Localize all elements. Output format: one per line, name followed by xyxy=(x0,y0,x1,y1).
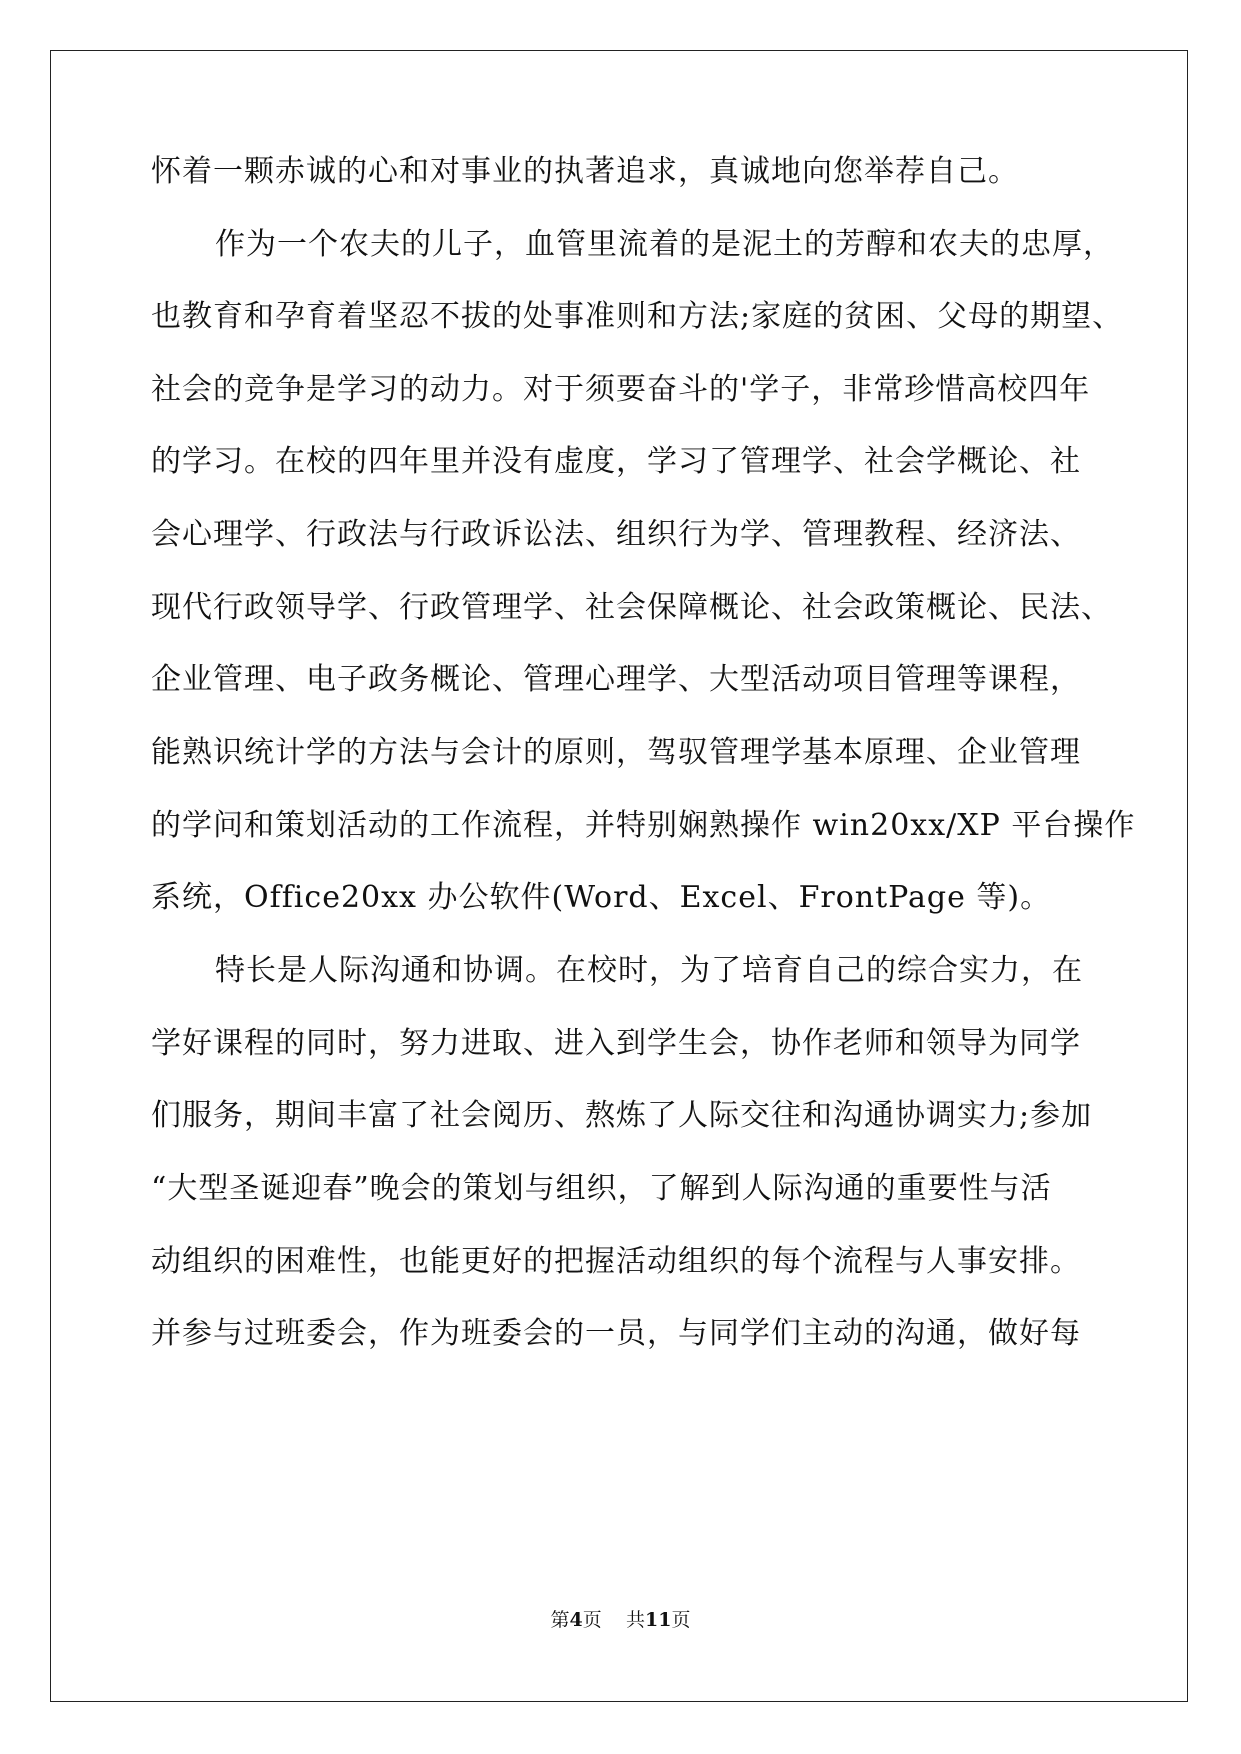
text-line-10: 的学问和策划活动的工作流程，并特别娴熟操作 win20xx/XP 平台操作 xyxy=(151,808,1136,843)
total-suffix: 页 xyxy=(671,1609,691,1631)
text-line-8: 企业管理、电子政务概论、管理心理学、大型活动项目管理等课程， xyxy=(151,662,1081,697)
text-line-4: 社会的竞争是学习的动力。对于须要奋斗的'学子，非常珍惜高校四年 xyxy=(151,372,1091,407)
text-line-16: 动组织的困难性，也能更好的把握活动组织的每个流程与人事安排。 xyxy=(151,1244,1081,1279)
text-line-13: 学好课程的同时，努力进取、进入到学生会，协作老师和领导为同学 xyxy=(151,1026,1081,1061)
page-number: 4 xyxy=(569,1609,583,1631)
text-line-11: 系统，Office20xx 办公软件(Word、Excel、FrontPage 等)。 xyxy=(151,880,1052,915)
page-suffix: 页 xyxy=(582,1609,602,1631)
text-line-2: 作为一个农夫的儿子，血管里流着的是泥土的芳醇和农夫的忠厚， xyxy=(215,227,1114,262)
total-pages: 11 xyxy=(644,1609,672,1631)
text-line-1: 怀着一颗赤诚的心和对事业的执著追求，真诚地向您举荐自己。 xyxy=(151,154,1019,189)
text-line-3: 也教育和孕育着坚忍不拔的处事准则和方法;家庭的贫困、父母的期望、 xyxy=(151,299,1124,334)
text-line-6: 会心理学、行政法与行政诉讼法、组织行为学、管理教程、经济法、 xyxy=(151,517,1081,552)
page-prefix: 第 xyxy=(550,1609,570,1631)
text-line-12: 特长是人际沟通和协调。在校时，为了培育自己的综合实力，在 xyxy=(215,953,1083,988)
text-line-17: 并参与过班委会，作为班委会的一员，与同学们主动的沟通，做好每 xyxy=(151,1316,1081,1351)
text-line-7: 现代行政领导学、行政管理学、社会保障概论、社会政策概论、民法、 xyxy=(151,590,1112,625)
text-line-9: 能熟识统计学的方法与会计的原则，驾驭管理学基本原理、企业管理 xyxy=(151,735,1081,770)
text-line-5: 的学习。在校的四年里并没有虚度，学习了管理学、社会学概论、社 xyxy=(151,444,1081,479)
page-footer xyxy=(0,1608,1241,1632)
total-prefix: 共 xyxy=(625,1609,645,1631)
text-line-15: “大型圣诞迎春”晚会的策划与组织，了解到人际沟通的重要性与活 xyxy=(151,1171,1052,1206)
text-line-14: 们服务，期间丰富了社会阅历、熬炼了人际交往和沟通协调实力;参加 xyxy=(151,1098,1093,1133)
